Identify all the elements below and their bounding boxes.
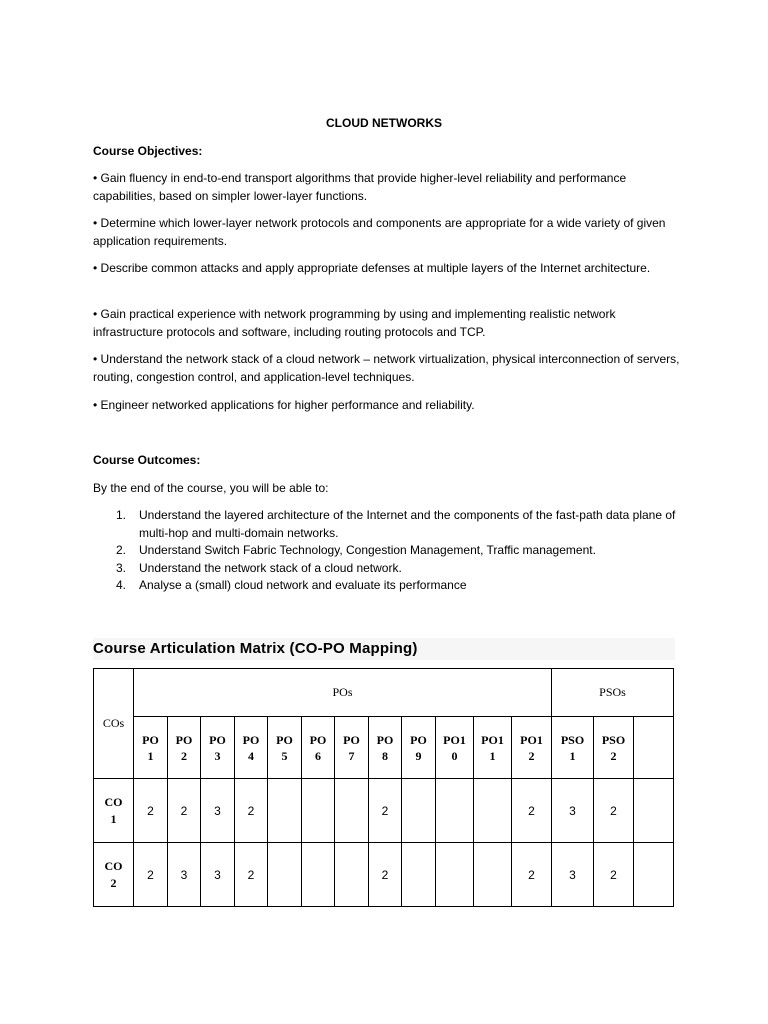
outcomes-heading: Course Outcomes: [93,453,201,467]
po-header-line2: 6 [315,748,321,763]
pos-group-header: POs [134,669,552,717]
matrix-cell: 2 [369,779,402,843]
matrix-cell [335,779,369,843]
matrix-cell [402,843,436,907]
po-header-line2: 2 [181,748,187,763]
outcomes-intro: By the end of the course, you will be able to: [93,481,329,495]
po-header-line2: 2 [610,748,617,763]
po-column-header [168,717,201,779]
po-header-line2: 2 [528,748,535,763]
matrix-cell: 3 [168,843,201,907]
outcome-number: 1. [116,508,127,522]
matrix-cell: 2 [512,843,552,907]
matrix-cell: 3 [201,779,235,843]
objective-item: • Describe common attacks and apply appropriate defenses at multiple layers of the Internet architecture. [93,261,651,275]
outcome-item [93,507,683,542]
po-column-header [268,717,302,779]
po-column-header [634,717,674,779]
matrix-cell [302,779,335,843]
matrix-cell [436,779,474,843]
matrix-cell [436,843,474,907]
po-header-line2: 5 [281,748,288,763]
outcome-number: 4. [116,578,127,592]
outcome-item [93,542,683,560]
matrix-cell [335,843,369,907]
po-header-line2: 1 [489,748,496,763]
outcome-text: Understand the network stack of a cloud network. [139,560,402,575]
po-header-line2: 1 [147,748,154,763]
po-column-header [436,717,474,779]
po-header-line1: PSO [560,732,585,747]
po-header-line1: PO1 [443,732,466,747]
po-header-line1: PSO [601,732,626,747]
po-header-line2: 9 [415,748,422,763]
po-column-header [335,717,369,779]
po-header-line1: PO [309,732,327,747]
matrix-cell [474,779,512,843]
po-header-line1: PO [276,732,293,747]
po-header-line2: 8 [382,748,388,763]
co-label-line1: CO [104,794,123,809]
po-header-line1: PO [376,732,394,747]
po-header-line2: 7 [348,748,355,763]
matrix-cell: 2 [594,779,634,843]
matrix-cell [634,779,674,843]
po-column-header [552,717,594,779]
po-header-line2: 0 [451,748,458,763]
matrix-row [94,843,674,907]
po-column-header [302,717,335,779]
psos-group-header: PSOs [552,669,674,717]
po-header-line1: PO [343,732,360,747]
po-column-header [402,717,436,779]
po-header-line1: PO [142,732,159,747]
po-header-line1: PO1 [481,732,504,747]
objective-item: • Engineer networked applications for higher performance and reliability. [93,398,475,412]
po-header-line1: PO [410,732,427,747]
co-po-matrix [93,668,674,907]
matrix-cell: 2 [134,779,168,843]
matrix-cell: 2 [594,843,634,907]
matrix-cell: 2 [235,779,268,843]
po-column-header [235,717,268,779]
objective-item: • Gain practical experience with network programming by using and implementing realistic network infrastructure protocols and software, including routing protocols and TCP. [93,307,616,339]
po-header-line1: PO [242,732,260,747]
po-header-line1: PO [175,732,193,747]
outcome-text: Analyse a (small) cloud network and evaluate its performance [139,578,467,592]
matrix-cell: 2 [512,779,552,843]
matrix-cell: 2 [235,843,268,907]
objective-item: • Gain fluency in end-to-end transport algorithms that provide higher-level reliability and performance capabilities, based on simpler lower-layer functions. [93,171,627,203]
co-label-line2: 2 [110,875,117,890]
po-column-header [474,717,512,779]
co-label-line2: 1 [110,811,117,826]
po-header-line2: 1 [569,748,576,763]
objective-item: • Determine which lower-layer network protocols and components are appropriate for a wide variety of given application requirements. [93,216,666,248]
outcomes-list [93,507,683,595]
po-header-line2: 3 [214,748,221,763]
matrix-cell: 3 [552,779,594,843]
matrix-subheader-row [94,717,674,779]
objective-item: • Understand the network stack of a cloud network – network virtualization, physical interconnection of servers, routing, congestion control, and application-level techniques. [93,352,680,384]
matrix-cell: 3 [552,843,594,907]
outcome-item [93,560,683,578]
matrix-header-row [94,669,674,717]
po-column-header [594,717,634,779]
outcome-text: Understand Switch Fabric Technology, Congestion Management, Traffic management. [139,543,596,557]
matrix-cell: 3 [201,843,235,907]
po-column-header [369,717,402,779]
outcome-item [93,577,683,595]
matrix-cell: 2 [134,843,168,907]
po-column-header [512,717,552,779]
cos-header: COs [94,669,134,779]
outcome-number: 2. [116,543,127,557]
matrix-cell [634,843,674,907]
po-column-header [134,717,168,779]
co-label [94,843,134,907]
matrix-cell: 2 [369,843,402,907]
co-label [94,779,134,843]
matrix-cell [474,843,512,907]
matrix-cell [268,843,302,907]
po-header-line2: 4 [248,748,254,763]
outcome-text: Understand the layered architecture of the Internet and the components of the fast-path data plane of multi-hop and multi-domain networks. [139,508,676,540]
matrix-cell [402,779,436,843]
matrix-cell [268,779,302,843]
po-header-line1: PO1 [520,732,543,747]
co-label-line1: CO [104,858,123,873]
document-title: CLOUD NETWORKS [326,116,442,130]
matrix-cell [302,843,335,907]
matrix-row [94,779,674,843]
po-column-header [201,717,235,779]
po-header-line1: PO [209,732,226,747]
matrix-cell: 2 [168,779,201,843]
outcome-number: 3. [116,560,127,575]
matrix-title: Course Articulation Matrix (CO-PO Mapping) [93,638,675,660]
objectives-heading: Course Objectives: [93,144,203,158]
